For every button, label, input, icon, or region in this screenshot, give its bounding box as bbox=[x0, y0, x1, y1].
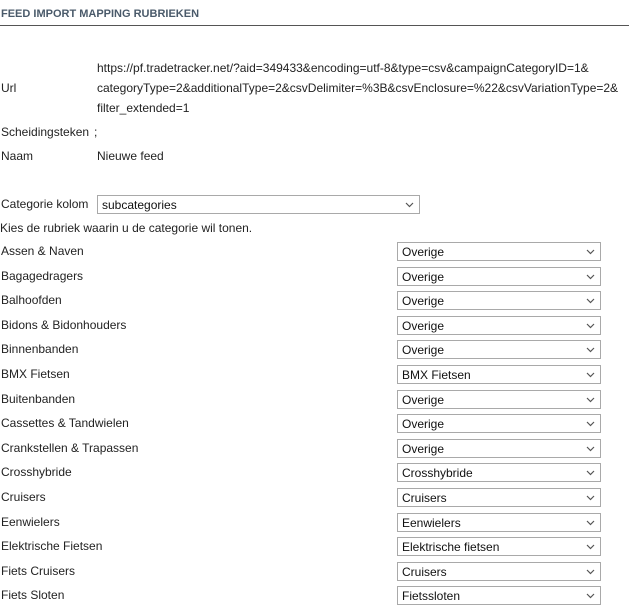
chevron-down-icon bbox=[586, 247, 595, 256]
mapping-rubriek-selected: Overige bbox=[402, 393, 445, 407]
mapping-rubriek-select[interactable] bbox=[397, 586, 601, 605]
mapping-rubriek-select[interactable] bbox=[397, 463, 601, 482]
mapping-category-label: Crosshybride bbox=[1, 465, 72, 479]
chevron-down-icon bbox=[586, 542, 595, 551]
mapping-category-label: Eenwielers bbox=[1, 515, 60, 529]
chevron-down-icon bbox=[586, 419, 595, 428]
mapping-rubriek-selected: Overige bbox=[402, 294, 445, 308]
mapping-rubriek-select[interactable] bbox=[397, 316, 601, 335]
url-label: Url bbox=[1, 81, 17, 95]
url-value-line-2: categoryType=2&additionalType=2&csvDelimiter=%3B&csvEnclosure=%22&csvVariationType=2& bbox=[97, 81, 619, 95]
mapping-rubriek-select[interactable] bbox=[397, 340, 601, 359]
mapping-rubriek-selected: Overige bbox=[402, 442, 445, 456]
chevron-down-icon bbox=[405, 200, 414, 209]
mapping-category-label: Cruisers bbox=[1, 490, 46, 504]
mapping-rubriek-selected: Overige bbox=[402, 417, 445, 431]
chevron-down-icon bbox=[586, 321, 595, 330]
mapping-rubriek-select[interactable] bbox=[397, 488, 601, 507]
chevron-down-icon bbox=[586, 591, 595, 600]
chevron-down-icon bbox=[586, 493, 595, 502]
url-value-line-1: https://pf.tradetracker.net/?aid=349433&encoding=utf-8&type=csv&campaignCategoryID=1& bbox=[97, 61, 589, 75]
mapping-rubriek-select[interactable] bbox=[397, 242, 601, 261]
chevron-down-icon bbox=[586, 567, 595, 576]
mapping-category-label: Bagagedragers bbox=[1, 269, 84, 283]
mapping-category-label: Binnenbanden bbox=[1, 342, 79, 356]
separator-value: ; bbox=[94, 125, 98, 139]
mapping-category-label: Crankstellen & Trapassen bbox=[1, 441, 139, 455]
mapping-category-label: Cassettes & Tandwielen bbox=[1, 416, 129, 430]
category-column-selected: subcategories bbox=[102, 198, 177, 212]
mapping-rubriek-selected: BMX Fietsen bbox=[402, 368, 471, 382]
mapping-category-label: Assen & Naven bbox=[1, 244, 84, 258]
mapping-rubriek-selected: Cruisers bbox=[402, 491, 447, 505]
mapping-category-label: Buitenbanden bbox=[1, 392, 76, 406]
mapping-rubriek-selected: Overige bbox=[402, 245, 445, 259]
mapping-category-label: BMX Fietsen bbox=[1, 367, 70, 381]
mapping-rubriek-select[interactable] bbox=[397, 390, 601, 409]
mapping-category-label: Fiets Sloten bbox=[1, 588, 65, 602]
chevron-down-icon bbox=[586, 296, 595, 305]
mapping-rubriek-selected: Overige bbox=[402, 270, 445, 284]
name-value: Nieuwe feed bbox=[97, 149, 164, 163]
chevron-down-icon bbox=[586, 272, 595, 281]
mapping-rubriek-selected: Fietssloten bbox=[402, 589, 461, 603]
mapping-category-label: Fiets Cruisers bbox=[1, 564, 76, 578]
separator-label: Scheidingsteken bbox=[1, 125, 90, 139]
name-label: Naam bbox=[1, 149, 34, 163]
mapping-rubriek-selected: Overige bbox=[402, 343, 445, 357]
mapping-rubriek-select[interactable] bbox=[397, 562, 601, 581]
mapping-rubriek-selected: Overige bbox=[402, 319, 445, 333]
mapping-category-label: Balhoofden bbox=[1, 293, 62, 307]
mapping-rubriek-select[interactable] bbox=[397, 537, 601, 556]
chevron-down-icon bbox=[586, 370, 595, 379]
mapping-rubriek-selected: Crosshybride bbox=[402, 466, 473, 480]
mapping-rubriek-selected: Cruisers bbox=[402, 565, 447, 579]
chevron-down-icon bbox=[586, 518, 595, 527]
mapping-category-label: Bidons & Bidonhouders bbox=[1, 318, 127, 332]
mapping-rubriek-selected: Eenwielers bbox=[402, 516, 461, 530]
mapping-rubriek-select[interactable] bbox=[397, 513, 601, 532]
mapping-rubriek-select[interactable] bbox=[397, 439, 601, 458]
url-value-line-3: filter_extended=1 bbox=[97, 101, 190, 115]
instruction-text: Kies de rubriek waarin u de categorie wil tonen. bbox=[0, 221, 253, 235]
chevron-down-icon bbox=[586, 444, 595, 453]
mapping-rubriek-select[interactable] bbox=[397, 365, 601, 384]
chevron-down-icon bbox=[586, 395, 595, 404]
category-column-select[interactable] bbox=[97, 195, 420, 214]
mapping-rubriek-select[interactable] bbox=[397, 291, 601, 310]
mapping-rubriek-select[interactable] bbox=[397, 267, 601, 286]
page-title: FEED IMPORT MAPPING RUBRIEKEN bbox=[1, 8, 200, 20]
chevron-down-icon bbox=[586, 468, 595, 477]
mapping-rubriek-selected: Elektrische fietsen bbox=[402, 540, 500, 554]
chevron-down-icon bbox=[586, 345, 595, 354]
mapping-category-label: Elektrische Fietsen bbox=[1, 539, 103, 553]
panel-header bbox=[0, 0, 629, 26]
mapping-rubriek-select[interactable] bbox=[397, 414, 601, 433]
category-column-label: Categorie kolom bbox=[1, 197, 89, 211]
